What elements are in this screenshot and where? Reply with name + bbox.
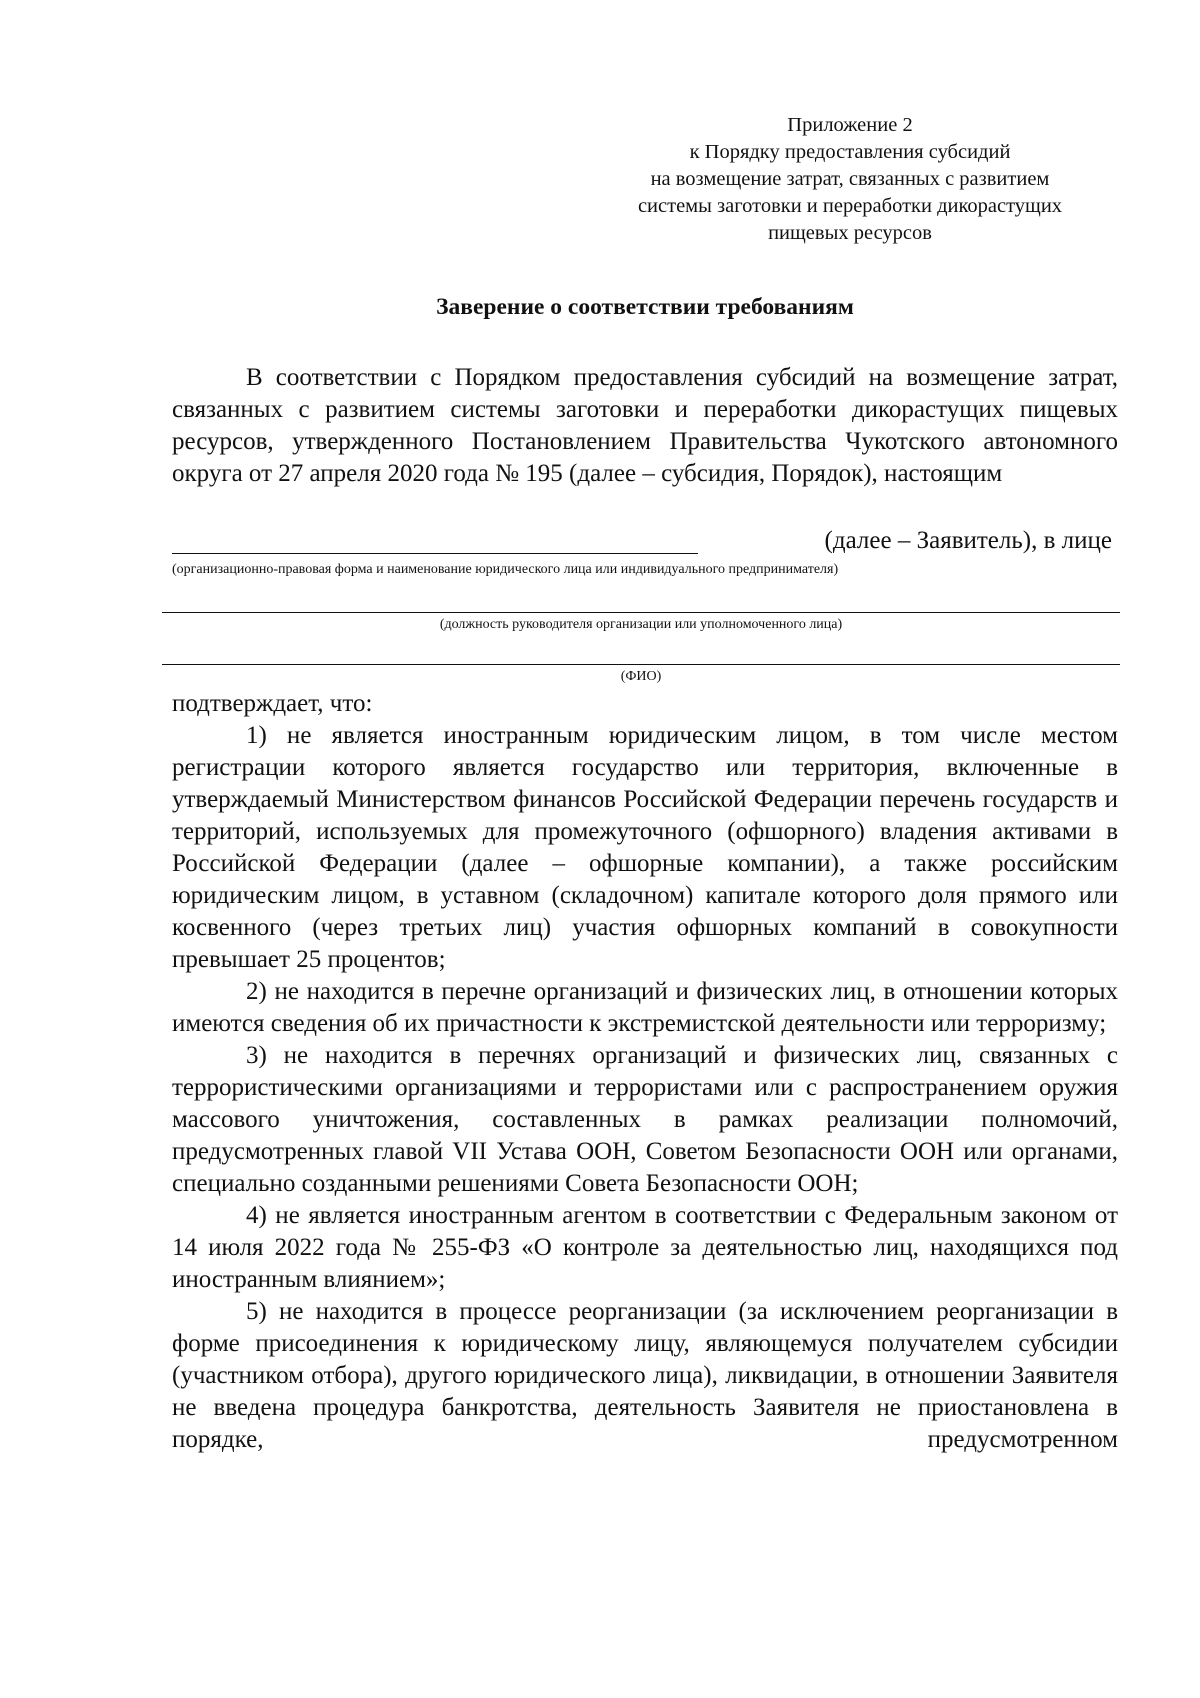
intro-paragraph — [172, 362, 1118, 490]
appendix-line: Приложение 2 — [787, 114, 913, 136]
condition-item-1: 1) не является иностранным юридическим лицом, в том числе местом регистрации которого является государство или территория, включенные в утверждаемый Министерством финансов Российской Федерации перечень государств и территорий, используемых для промежуточного (офшорного) владения активами в Российской Федерации (далее – офшорные компании), а также российским юридическим лицом, в уставном (складочном) капитале которого доля прямого или косвенного (через третьих лиц) участия офшорных компаний в совокупности превышает 25 процентов; — [172, 722, 1118, 973]
appendix-line: к Порядку предоставления субсидий — [689, 141, 1011, 163]
fio-caption: (ФИО) — [620, 669, 662, 684]
appendix-line: пищевых ресурсов — [768, 222, 932, 244]
condition-item-4: 4) не является иностранным агентом в соответствии с Федеральным законом от 14 июля 2022 года № 255-ФЗ «О контроле за деятельностью лиц, находящихся под иностранным влиянием»; — [172, 1202, 1118, 1293]
position-blank-line — [162, 612, 1120, 613]
confirms-text: подтверждает, что: — [172, 690, 373, 717]
applicant-name-blank — [172, 553, 698, 554]
position-caption: (должность руководителя организации или уполномоченного лица) — [439, 617, 843, 632]
fio-blank-line — [162, 664, 1120, 665]
applicant-suffix: (далее – Заявитель), в лице — [824, 527, 1112, 554]
appendix-line: на возмещение затрат, связанных с развитием — [650, 168, 1050, 190]
conditions-section — [172, 688, 1118, 1456]
appendix-header — [600, 112, 1100, 247]
appendix-line: системы заготовки и переработки дикорастущих — [637, 195, 1063, 217]
condition-item-3: 3) не находится в перечнях организаций и физических лиц, связанных с террористическими организациями и террористами или с распространением оружия массового уничтожения, составленных в рамках реализации полномочий, предусмотренных главой VII Устава ООН, Советом Безопасности ООН или органами, специально созданными решениями Совета Безопасности ООН; — [172, 1042, 1118, 1197]
condition-item-5: 5) не находится в процессе реорганизации (за исключением реорганизации в форме присоединения к юридическому лицу, являющемуся получателем субсидии (участником отбора), другого юридического лица), ликвидации, в отношении Заявителя не введена процедура банкротства, деятельность Заявителя не приостановлена в порядке, предусмотренном — [172, 1298, 1118, 1453]
document-title: Заверение о соответствии требованиям — [436, 294, 854, 320]
intro-text: В соответствии с Порядком предоставления субсидий на возмещение затрат, связанных с развитием системы заготовки и переработки дикорастущих пищевых ресурсов, утвержденного Постановлением Правительства Чукотского автономного округа от 27 апреля 2020 года № 195 (далее – субсидия, Порядок), настоящим — [172, 364, 1118, 487]
org-caption: (организационно-правовая форма и наименование юридического лица или индивидуального предпринимателя) — [172, 562, 839, 577]
condition-item-2: 2) не находится в перечне организаций и физических лиц, в отношении которых имеются сведения об их причастности к экстремистской деятельности или терроризму; — [172, 978, 1118, 1037]
